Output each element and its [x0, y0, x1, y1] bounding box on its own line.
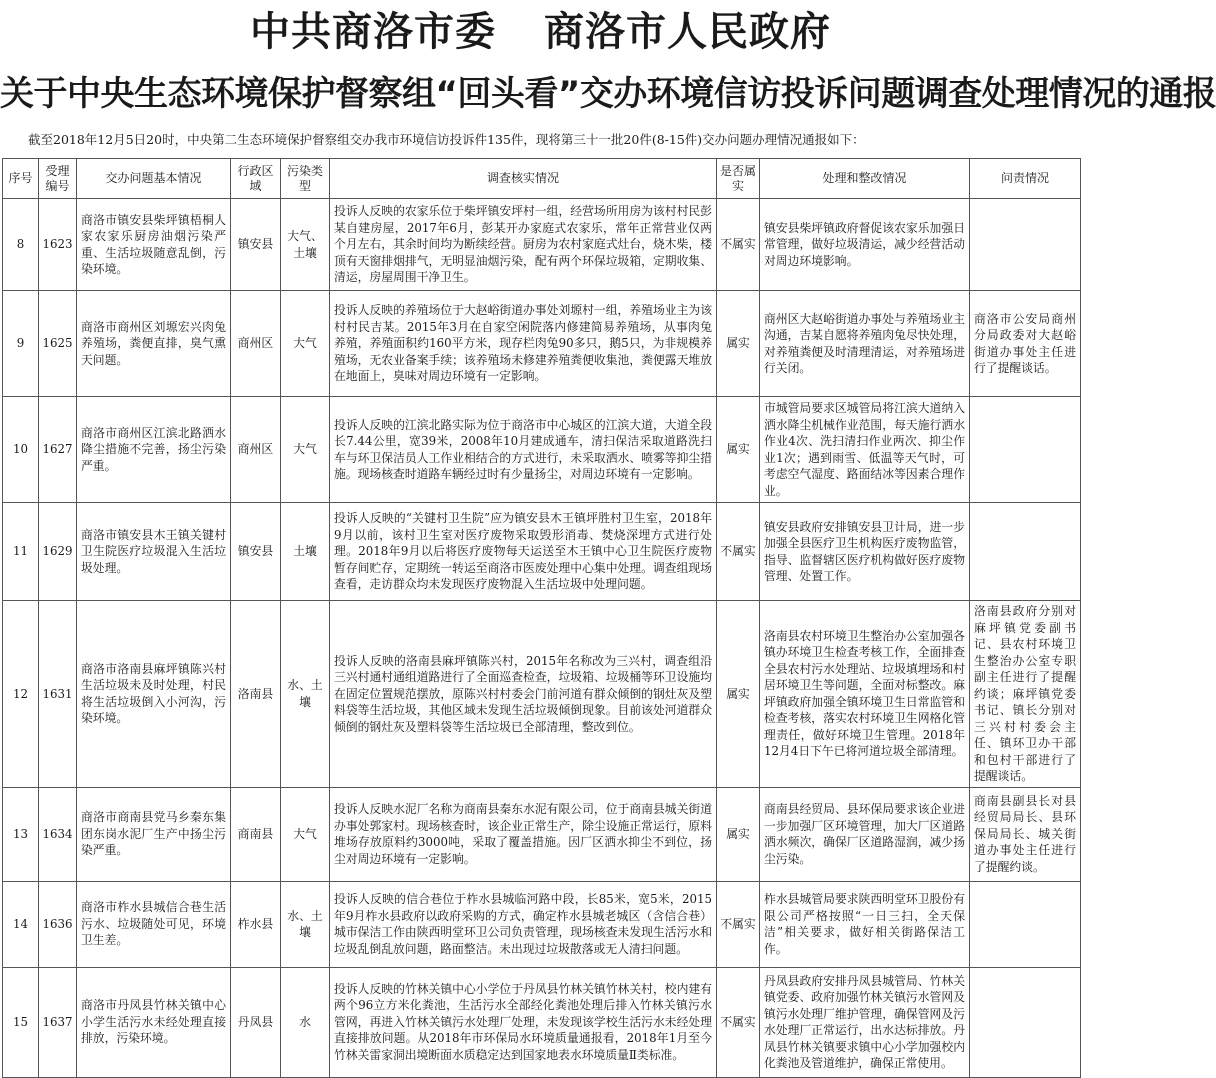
cell-accountability: 商洛市公安局商州分局政委对大赵峪街道办事处主任进行了提醒谈话。 — [970, 291, 1081, 397]
table-row — [3, 503, 1081, 601]
col-header-issue: 交办问题基本情况 — [77, 159, 231, 199]
col-header-accountability: 问责情况 — [970, 159, 1081, 199]
cell-type: 土壤 — [281, 503, 330, 601]
cell-type: 水、土壤 — [281, 601, 330, 788]
col-header-verified: 是否属实 — [717, 159, 760, 199]
cell-investigation: 投诉人反映的“关键村卫生院”应为镇安县木王镇坪胜村卫生室，2018年9月以前，该村卫生室对医疗废物采取毁形消毒、焚烧深埋方式进行处理。2018年9月以后将医疗废物每天运送至木王镇中心卫生院医疗废物暂存间贮存，定期统一转运至商洛市医废处理中心集中处理。调查组现场查看，走访群众均未发现医疗废物混入生活垃圾中处理问题。 — [330, 503, 717, 601]
col-header-type: 污染类型 — [281, 159, 330, 199]
cell-investigation: 投诉人反映的信合巷位于柞水县城临河路中段，长85米，宽5米，2015年9月柞水县政府以政府采购的方式，确定柞水县城老城区（含信合巷）城市保洁工作由陕西明堂环卫公司负责管理，现场核查未发现生活污水和垃圾乱倒乱放问题，路面整洁。未出现过垃圾散落或无人清扫问题。 — [330, 881, 717, 967]
cell-verified: 不属实 — [717, 967, 760, 1077]
cell-type: 大气 — [281, 787, 330, 881]
cell-issue: 商洛市柞水县城信合巷生活污水、垃圾随处可见，环境卫生差。 — [77, 881, 231, 967]
table-row — [3, 601, 1081, 788]
cell-verified: 属实 — [717, 397, 760, 503]
cell-accountability — [970, 503, 1081, 601]
cell-region: 商南县 — [231, 787, 281, 881]
cell-rectification: 镇安县政府安排镇安县卫计局，进一步加强全县医疗卫生机构医疗废物监管，指导、监督辖区医疗机构做好医疗废物管理、处置工作。 — [760, 503, 970, 601]
cell-no: 10 — [3, 397, 39, 503]
table-row — [3, 787, 1081, 881]
cell-type: 大气、土壤 — [281, 199, 330, 291]
col-header-id: 受理编号 — [39, 159, 77, 199]
cell-type: 水、土壤 — [281, 881, 330, 967]
cell-region: 镇安县 — [231, 199, 281, 291]
cell-id: 1623 — [39, 199, 77, 291]
cell-no: 13 — [3, 787, 39, 881]
cell-region: 洛南县 — [231, 601, 281, 788]
cell-issue: 商洛市商南县党马乡秦东集团东岗水泥厂生产中扬尘污染严重。 — [77, 787, 231, 881]
report-table — [2, 158, 1081, 1078]
cell-rectification: 柞水县城管局要求陕西明堂环卫股份有限公司严格按照“一日三扫，全天保洁”相关要求，做好相关街路保洁工作。 — [760, 881, 970, 967]
cell-verified: 属实 — [717, 787, 760, 881]
table-row — [3, 967, 1081, 1077]
cell-rectification: 丹凤县政府安排丹凤县城管局、竹林关镇党委、政府加强竹林关镇污水管网及镇污水处理厂维护管理，确保管网及污水处理厂正常运行，出水达标排放。丹凤县竹林关镇要求镇中心小学加强校内化粪池及管道维护，确保正常使用。 — [760, 967, 970, 1077]
cell-id: 1627 — [39, 397, 77, 503]
cell-id: 1631 — [39, 601, 77, 788]
cell-no: 15 — [3, 967, 39, 1077]
table-row — [3, 397, 1081, 503]
cell-issue: 商洛市商州区江滨北路洒水降尘措施不完善，扬尘污染严重。 — [77, 397, 231, 503]
cell-no: 8 — [3, 199, 39, 291]
cell-region: 柞水县 — [231, 881, 281, 967]
cell-verified: 属实 — [717, 601, 760, 788]
table-row — [3, 291, 1081, 397]
cell-verified: 属实 — [717, 291, 760, 397]
cell-no: 9 — [3, 291, 39, 397]
col-header-no: 序号 — [3, 159, 39, 199]
org-right: 商洛市人民政府 — [544, 9, 831, 55]
org-title — [0, 6, 1081, 58]
cell-rectification: 洛南县农村环境卫生整治办公室加强各镇办环境卫生检查考核工作，全面排查全县农村污水处理站、垃圾填埋场和村居环境卫生等问题，全面对标整改。麻坪镇政府加强全镇环境卫生日常监管和检查考核，落实农村环境卫生网格化管理责任，做好环境卫生管理。2018年12月4日下午已将河道垃圾全部清理。 — [760, 601, 970, 788]
cell-id: 1636 — [39, 881, 77, 967]
cell-verified: 不属实 — [717, 503, 760, 601]
cell-region: 镇安县 — [231, 503, 281, 601]
cell-issue: 商洛市商州区刘塬宏兴肉兔养殖场，粪便直排，臭气熏天问题。 — [77, 291, 231, 397]
col-header-investigation: 调查核实情况 — [330, 159, 717, 199]
cell-issue: 商洛市镇安县柴坪镇梧桐人家农家乐厨房油烟污染严重、生活垃圾随意乱倒，污染环境。 — [77, 199, 231, 291]
cell-issue: 商洛市洛南县麻坪镇陈兴村生活垃圾未及时处理，村民将生活垃圾倒入小河沟，污染环境。 — [77, 601, 231, 788]
col-header-rectification: 处理和整改情况 — [760, 159, 970, 199]
cell-investigation: 投诉人反映的竹林关镇中心小学位于丹凤县竹林关镇竹林关村，校内建有两个96立方米化粪池，生活污水全部经化粪池处理后排入竹林关镇污水管网，再进入竹林关镇污水处理厂处理，未发现该学校生活污水未经处理直接排放问题。从2018年市环保局水环境质量通报看，2018年1月至今竹林关雷家洞出境断面水质稳定达到国家地表水环境质量Ⅱ类标准。 — [330, 967, 717, 1077]
cell-id: 1625 — [39, 291, 77, 397]
table-header-row — [3, 159, 1081, 199]
cell-rectification: 镇安县柴坪镇政府督促该农家乐加强日常管理，做好垃圾清运，减少经营活动对周边环境影响。 — [760, 199, 970, 291]
cell-rectification: 商南县经贸局、县环保局要求该企业进一步加强厂区环境管理，加大厂区道路洒水频次，确保厂区道路湿润，减少扬尘污染。 — [760, 787, 970, 881]
cell-type: 水 — [281, 967, 330, 1077]
intro-text: 截至2018年12月5日20时，中央第二生态环境保护督察组交办我市环境信访投诉件135件，现将第三十一批20件(8-15件)交办问题办理情况通报如下： — [28, 132, 865, 147]
cell-type: 大气 — [281, 291, 330, 397]
cell-id: 1629 — [39, 503, 77, 601]
org-left: 中共商洛市委 — [250, 9, 496, 55]
cell-region: 丹凤县 — [231, 967, 281, 1077]
cell-investigation: 投诉人反映的养殖场位于大赵峪街道办事处刘塬村一组，养殖场业主为该村村民吉某。2015年3月在自家空闲院落内修建简易养殖场，从事肉兔养殖，养殖面积约160平方米，现存栏肉兔90多只，鹅5只，为非规模养殖场，无农业备案手续；该养殖场未修建养殖粪便收集池，粪便露天堆放在地面上，臭味对周边环境有一定影响。 — [330, 291, 717, 397]
cell-accountability — [970, 967, 1081, 1077]
cell-investigation: 投诉人反映的江滨北路实际为位于商洛市中心城区的江滨大道，大道全段长7.44公里，宽39米，2008年10月建成通车，清扫保洁采取道路洗扫车与环卫保洁员人工作业相结合的方式进行，未采取洒水、喷雾等抑尘措施。现场核查时道路车辆经过时有少量扬尘，对周边环境有一定影响。 — [330, 397, 717, 503]
cell-accountability — [970, 881, 1081, 967]
cell-accountability: 商南县副县长对县经贸局局长、县环保局局长、城关街道办事处主任进行了提醒约谈。 — [970, 787, 1081, 881]
cell-region: 商州区 — [231, 291, 281, 397]
cell-investigation: 投诉人反映水泥厂名称为商南县秦东水泥有限公司，位于商南县城关街道办事处郭家村。现场核查时，该企业正常生产，除尘设施正常运行，原料堆场存放原料约3000吨，采取了覆盖措施。因厂区洒水抑尘不到位，扬尘对周边环境有一定影响。 — [330, 787, 717, 881]
cell-type: 大气 — [281, 397, 330, 503]
table-row — [3, 881, 1081, 967]
cell-verified: 不属实 — [717, 199, 760, 291]
cell-issue: 商洛市镇安县木王镇关键村卫生院医疗垃圾混入生活垃圾处理。 — [77, 503, 231, 601]
cell-rectification: 商州区大赵峪街道办事处与养殖场业主沟通，吉某自愿将养殖肉兔尽快处理，对养殖粪便及时清理清运，对养殖场进行关闭。 — [760, 291, 970, 397]
cell-rectification: 市城管局要求区城管局将江滨大道纳入洒水降尘机械作业范围，每天施行洒水作业4次、洗扫清扫作业两次、抑尘作业1次；遇到雨雪、低温等天气时，可考虑空气湿度、路面结冰等因素合理作业。 — [760, 397, 970, 503]
cell-id: 1637 — [39, 967, 77, 1077]
cell-no: 14 — [3, 881, 39, 967]
cell-accountability — [970, 397, 1081, 503]
table-row — [3, 199, 1081, 291]
cell-no: 12 — [3, 601, 39, 788]
cell-accountability: 洛南县政府分别对麻坪镇党委副书记、县农村环境卫生整治办公室专职副主任进行了提醒约谈；麻坪镇党委书记、镇长分别对三兴村村委会主任、镇环卫办干部和包村干部进行了提醒谈话。 — [970, 601, 1081, 788]
cell-region: 商州区 — [231, 397, 281, 503]
cell-issue: 商洛市丹凤县竹林关镇中心小学生活污水未经处理直接排放，污染环境。 — [77, 967, 231, 1077]
cell-id: 1634 — [39, 787, 77, 881]
cell-accountability — [970, 199, 1081, 291]
document-title: 关于中央生态环境保护督察组“回头看”交办环境信访投诉问题调查处理情况的通报 — [0, 74, 1216, 114]
cell-no: 11 — [3, 503, 39, 601]
col-header-region: 行政区域 — [231, 159, 281, 199]
cell-verified: 不属实 — [717, 881, 760, 967]
cell-investigation: 投诉人反映的洛南县麻坪镇陈兴村，2015年名称改为三兴村，调查组沿三兴村通村通组道路进行了全面巡查检查，垃圾箱、垃圾桶等环卫设施均在固定位置规范摆放，原陈兴村村委会门前河道有群众倾倒的钢灶灰及塑料袋等生活垃圾，其他区域未发现生活垃圾倾倒现象。目前该处河道群众倾倒的钢灶灰及塑料袋等生活垃圾已全部清理，整改到位。 — [330, 601, 717, 788]
cell-investigation: 投诉人反映的农家乐位于柴坪镇安坪村一组，经营场所用房为该村村民彭某自建房屋，2017年6月，彭某开办家庭式农家乐，常年正常营业仅两个月左右，其余时间均为断续经营。厨房为农村家庭式灶台，烧木柴，楼顶有天窗排烟排气，无明显油烟污染，配有两个环保垃圾箱，定期收集、清运，房屋周围干净卫生。 — [330, 199, 717, 291]
